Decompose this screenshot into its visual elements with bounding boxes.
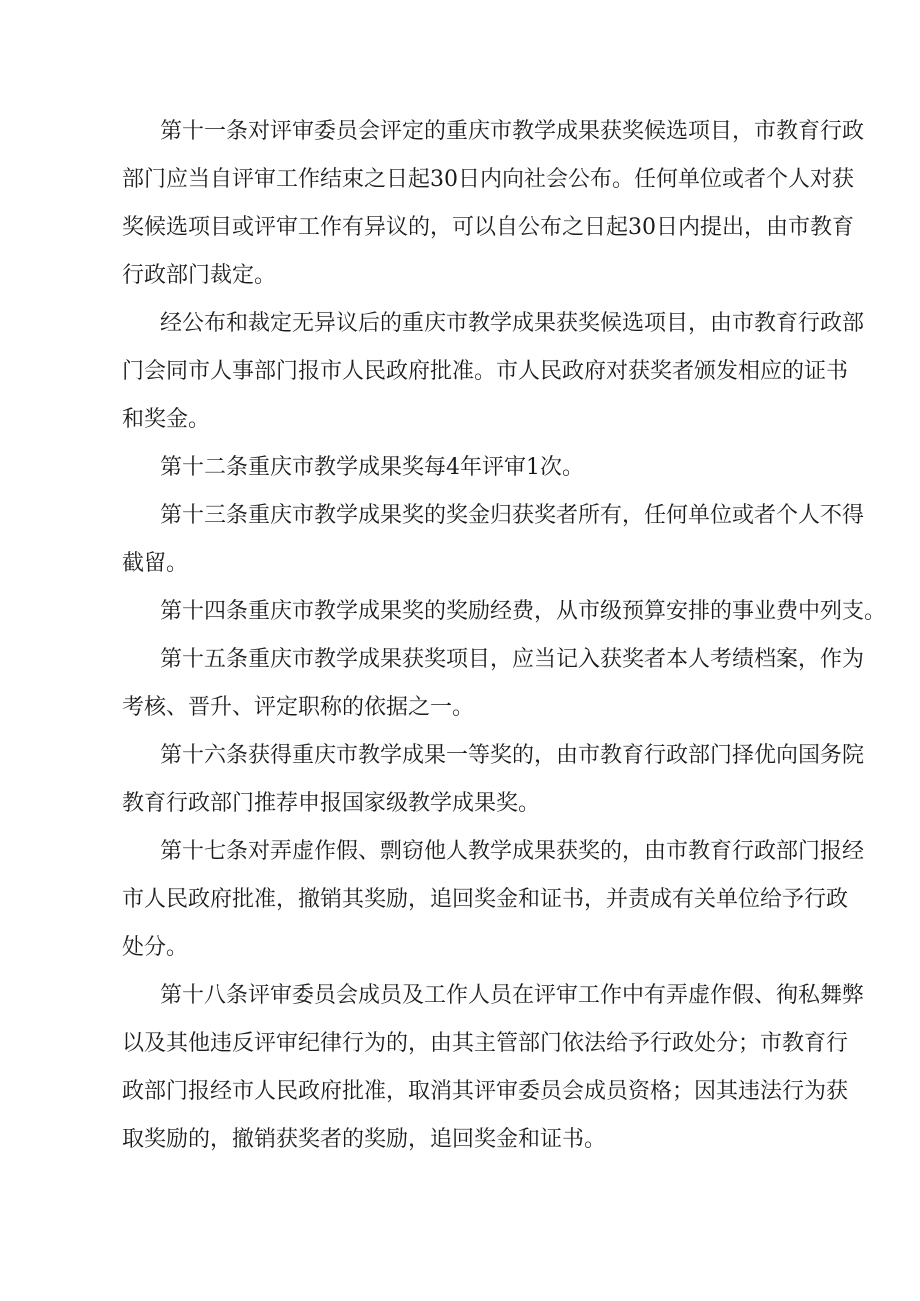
article-18-line-3: 政部门报经市人民政府批准，取消其评审委员会成员资格；因其违法行为获 <box>122 1079 849 1104</box>
article-13-line-2: 截留。 <box>122 551 189 576</box>
article-17-line-1: 第十七条对弄虚作假、剽窃他人教学成果获奖的，由市教育行政部门报经 <box>160 839 865 864</box>
article-18-line-1: 第十八条评审委员会成员及工作人员在评审工作中有弄虚作假、徇私舞弊 <box>160 983 865 1008</box>
article-18-line-4: 取奖励的，撤销获奖者的奖励，追回奖金和证书。 <box>122 1127 607 1152</box>
article-11-cont-line-2: 门会同市人事部门报市人民政府批准。市人民政府对获奖者颁发相应的证书 <box>122 359 849 384</box>
article-15-line-2: 考核、晋升、评定职称的依据之一。 <box>122 695 475 720</box>
article-11-line-1: 第十一条对评审委员会评定的重庆市教学成果获奖候选项目，市教育行政 <box>160 119 865 144</box>
article-11-line-3: 奖候选项目或评审工作有异议的，可以自公布之日起30日内提出，由市教育 <box>122 215 854 240</box>
article-15-line-1: 第十五条重庆市教学成果获奖项目，应当记入获奖者本人考绩档案，作为 <box>160 647 865 672</box>
article-16-line-1: 第十六条获得重庆市教学成果一等奖的，由市教育行政部门择优向国务院 <box>160 743 865 768</box>
article-11-line-4: 行政部门裁定。 <box>122 263 277 288</box>
article-11-cont-line-1: 经公布和裁定无异议后的重庆市教学成果获奖候选项目，由市教育行政部 <box>160 311 865 336</box>
article-11-line-2: 部门应当自评审工作结束之日起30日内向社会公布。任何单位或者个人对获 <box>122 167 854 192</box>
article-13-line-1: 第十三条重庆市教学成果奖的奖金归获奖者所有，任何单位或者个人不得 <box>160 503 865 528</box>
article-16-line-2: 教育行政部门推荐申报国家级教学成果奖。 <box>122 791 541 816</box>
article-11-cont-line-3: 和奖金。 <box>122 407 211 432</box>
article-12-line-1: 第十二条重庆市教学成果奖每4年评审1次。 <box>160 455 584 480</box>
article-14-line-1: 第十四条重庆市教学成果奖的奖励经费，从市级预算安排的事业费中列支。 <box>160 599 887 624</box>
article-17-line-3: 处分。 <box>122 935 189 960</box>
article-18-line-2: 以及其他违反评审纪律行为的，由其主管部门依法给予行政处分；市教育行 <box>122 1031 849 1056</box>
article-17-line-2: 市人民政府批准，撤销其奖励，追回奖金和证书，并责成有关单位给予行政 <box>122 887 849 912</box>
